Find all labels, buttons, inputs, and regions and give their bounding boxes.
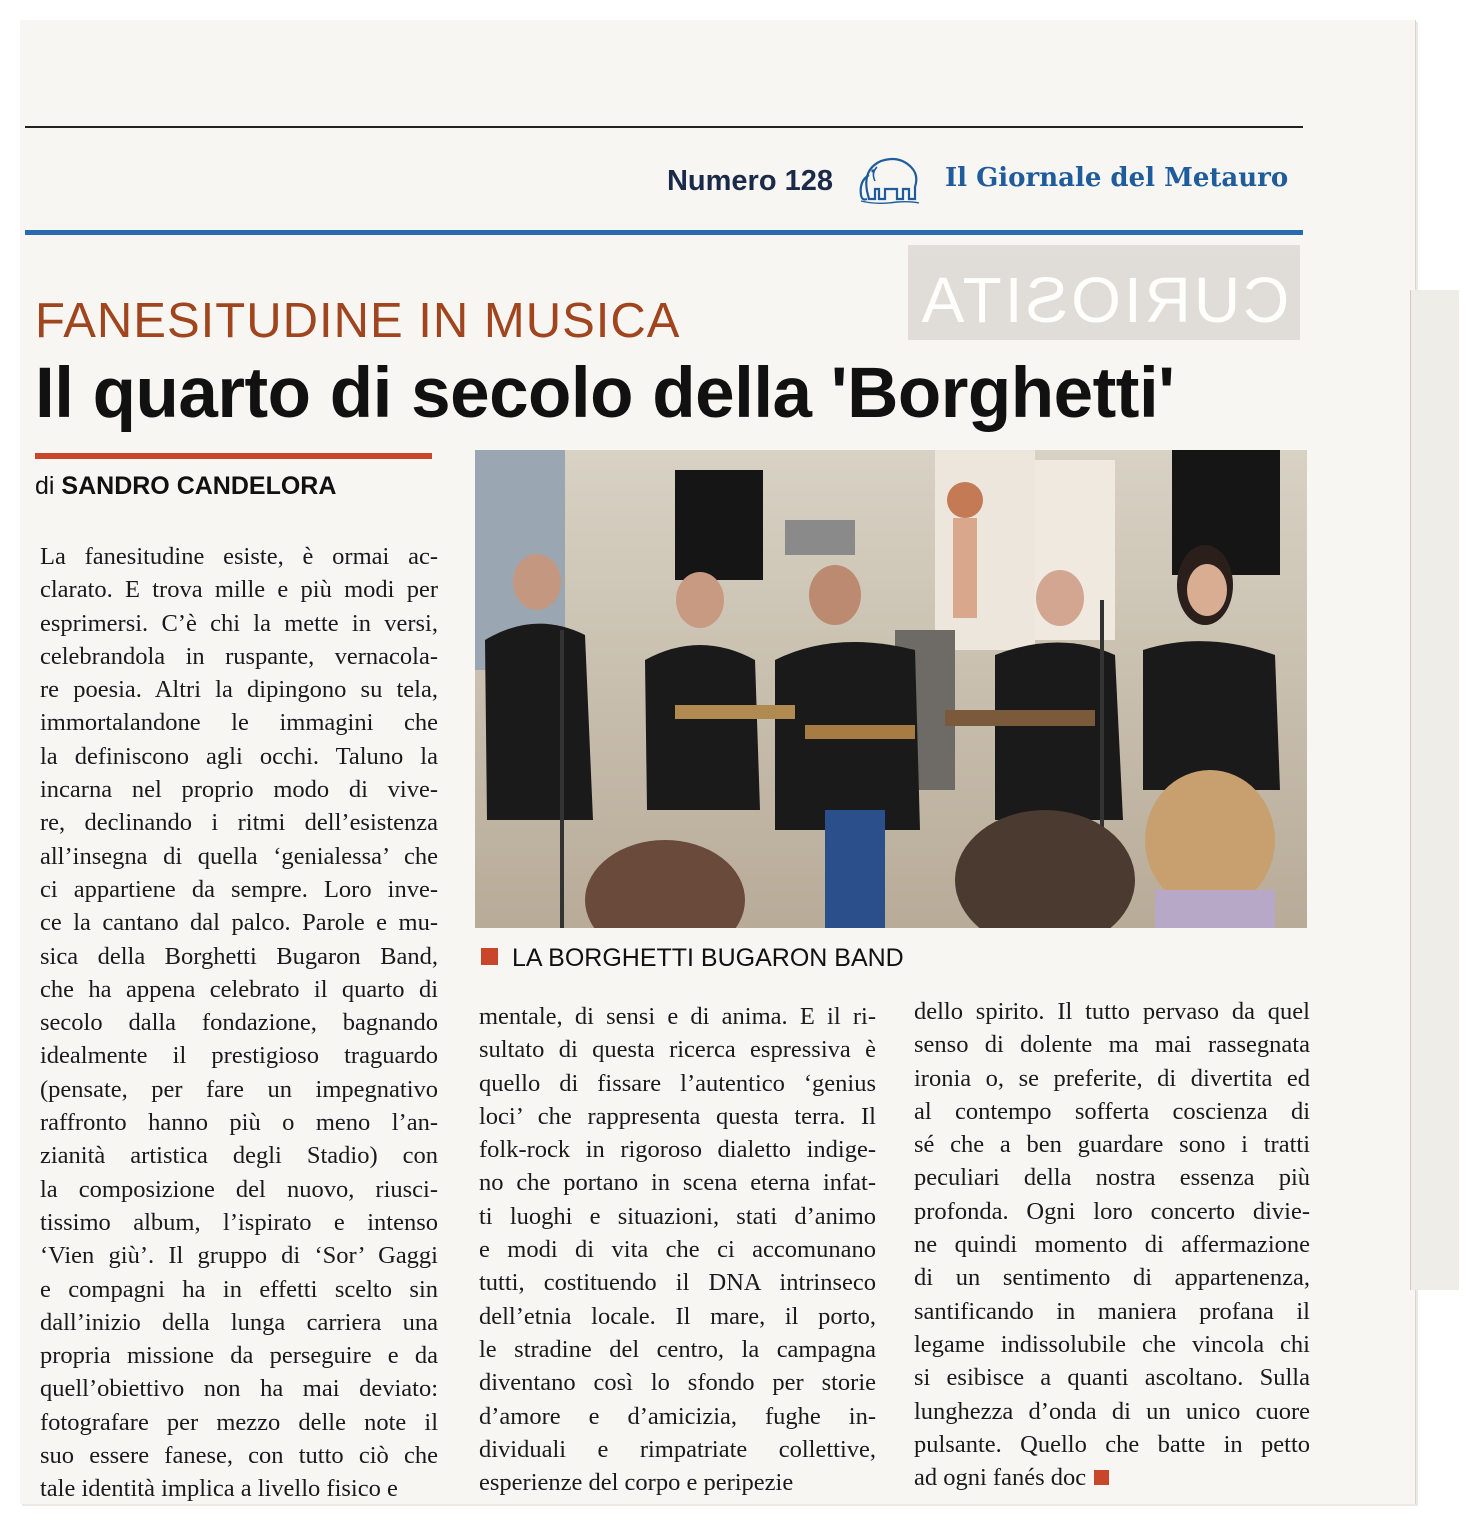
article-line: ne quindi momento di affermazione <box>914 1231 1310 1259</box>
article-line: dello spirito. Il tutto pervaso da quel <box>914 998 1310 1025</box>
article-line: fotografare per mezzo delle note il <box>40 1408 438 1436</box>
article-line: sica della Borghetti Bugaron Band, <box>40 942 438 970</box>
article-line: al contempo sofferta coscienza di <box>914 1097 1310 1125</box>
masthead <box>25 155 1303 215</box>
article-headline: Il quarto di secolo della 'Borghetti' <box>35 354 1175 433</box>
article-line: e modi di vita che ci accomunano <box>479 1236 876 1264</box>
article-column-2 <box>479 1000 876 1499</box>
article-column-1 <box>40 540 438 1506</box>
article-line: propria missione da perseguire e da <box>40 1342 438 1370</box>
article-line: la composizione del nuovo, riusci- <box>40 1175 438 1203</box>
issue-number: Numero 128 <box>666 165 833 197</box>
article-line: profonda. Ogni loro concerto divie- <box>914 1197 1310 1225</box>
article-line: legame indissolubile che vincola chi <box>914 1330 1310 1358</box>
paper-name: Il Giornale del Metauro <box>945 163 1289 193</box>
top-rule <box>25 126 1303 128</box>
article-line: sé che a ben guardare sono i tratti <box>914 1131 1310 1159</box>
caption-marker <box>481 948 498 965</box>
article-line: ti luoghi e situazioni, stati d’animo <box>479 1202 876 1230</box>
article-line: esprimersi. C’è chi la mette in versi, <box>40 609 438 637</box>
photo-caption <box>481 944 904 973</box>
article-line: esperienze del corpo e peripezie <box>479 1469 794 1497</box>
article-line: le stradine del centro, la campagna <box>479 1335 876 1363</box>
article-line: quello di fissare l’autentico ‘genius <box>479 1069 876 1097</box>
caption-text: LA BORGHETTI BUGARON BAND <box>512 944 904 972</box>
article-line: dall’inizio della lunga carriera una <box>40 1308 438 1336</box>
article-line: clarato. E trova mille e più modi per <box>40 576 438 604</box>
article-line: re, declinando i ritmi dell’esistenza <box>40 809 438 837</box>
article-line: ce la cantano dal palco. Parole e mu- <box>40 909 438 937</box>
byline-prefix: di <box>35 472 62 500</box>
masthead-blue-rule <box>25 230 1303 235</box>
byline-rule <box>35 453 432 459</box>
article-line: d’amore e d’amicizia, fughe in- <box>479 1402 876 1430</box>
article-line: tissimo album, l’ispirato e intenso <box>40 1208 438 1236</box>
article-line: dell’etnia locale. Il mare, il porto, <box>479 1302 876 1330</box>
article-line: sultato di questa ricerca espressiva è <box>479 1036 876 1064</box>
article-line: secolo dalla fondazione, bagnando <box>40 1009 438 1037</box>
article-line: ironia o, se preferite, di divertita ed <box>914 1064 1310 1092</box>
article-line: celebrandola in ruspante, vernacola- <box>40 642 438 670</box>
article-line: re poesia. Altri la dipingono su tela, <box>40 676 438 704</box>
article-line: santificando in maniera profana il <box>914 1297 1310 1325</box>
article-line: che ha appena celebrato il quarto di <box>40 975 438 1003</box>
article-line: senso di dolente ma mai rassegnata <box>914 1031 1310 1059</box>
article-line: la definiscono agli occhi. Taluno la <box>40 742 438 770</box>
article-line: all’insegna di quella ‘genialessa’ che <box>40 842 438 870</box>
article-line: tutti, costituendo il DNA intrinseco <box>479 1269 876 1297</box>
article-line: dividuali e rimpatriate collettive, <box>479 1435 876 1463</box>
article-line: incarna nel proprio modo di vive- <box>40 776 438 804</box>
article-line: tale identità implica a livello fisico e <box>40 1475 398 1503</box>
article-line: ad ogni fanés doc <box>914 1461 1310 1494</box>
band-photo <box>475 450 1307 928</box>
elephant-icon <box>857 151 923 207</box>
article-line: mentale, di sensi e di anima. E il ri- <box>479 1003 876 1030</box>
article-line: idealmente il prestigioso traguardo <box>40 1042 438 1070</box>
article-line: suo essere fanese, con tutto ciò che <box>40 1442 438 1470</box>
article-line: e compagni ha in effetti scelto sin <box>40 1275 438 1303</box>
article-kicker: FANESITUDINE IN MUSICA <box>35 294 681 348</box>
article-line: folk-rock in rigoroso dialetto indige- <box>479 1136 876 1164</box>
article-line: diventano così lo sfondo per storie <box>479 1369 876 1397</box>
article-line: lunghezza d’onda di un unico cuore <box>914 1397 1310 1425</box>
byline <box>35 472 336 501</box>
byline-author: SANDRO CANDELORA <box>61 472 337 500</box>
article-line: peculiari della nostra essenza più <box>914 1164 1310 1192</box>
article-line: raffronto hanno più o meno l’an- <box>40 1109 438 1137</box>
article-line: pulsante. Quello che batte in petto <box>914 1430 1310 1458</box>
article-line: La fanesitudine esiste, è ormai ac- <box>40 543 438 570</box>
article-line: loci’ che rappresenta questa terra. Il <box>479 1102 876 1130</box>
article-line: zianità artistica degli Stadio) con <box>40 1142 438 1170</box>
article-line: immortalandone le immagini che <box>40 709 438 737</box>
article-line: si esibisce a quanti ascoltano. Sulla <box>914 1364 1310 1392</box>
article-line: (pensate, per fare un impegnativo <box>40 1075 438 1103</box>
article-line: quell’obiettivo non ha mai deviato: <box>40 1375 438 1403</box>
article-line: no che portano in scena eterna infat- <box>479 1169 876 1197</box>
ghost-bleedthrough-text: CURIOSITA <box>908 245 1300 340</box>
article-line: di un sentimento di appartenenza, <box>914 1264 1310 1292</box>
article-line: ‘Vien giù’. Il gruppo di ‘Sor’ Gaggi <box>40 1242 438 1270</box>
page-edge <box>1410 290 1459 1290</box>
article-end-marker <box>1094 1470 1109 1485</box>
article-column-3 <box>914 995 1310 1494</box>
article-line: ci appartiene da sempre. Loro inve- <box>40 875 438 903</box>
